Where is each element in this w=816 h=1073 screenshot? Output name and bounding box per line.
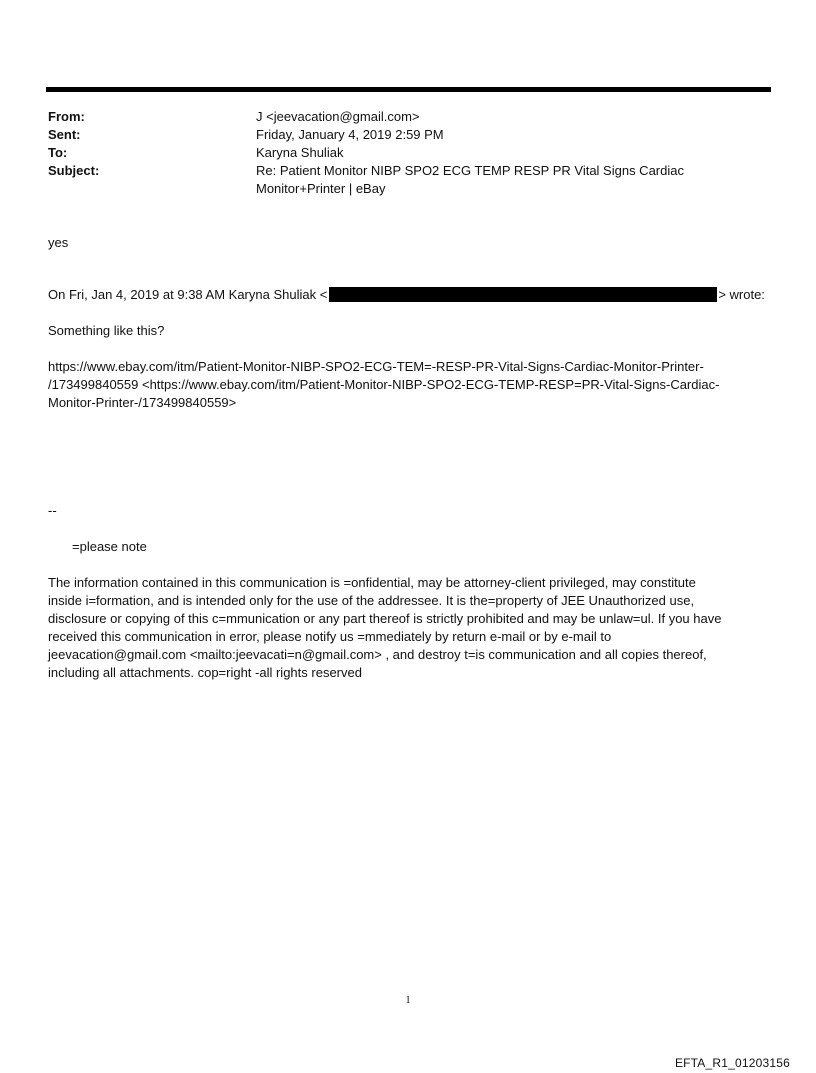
- sent-value: Friday, January 4, 2019 2:59 PM: [256, 127, 444, 142]
- header-rule: [46, 87, 771, 92]
- ebay-link-text: https://www.ebay.com/itm/Patient-Monitor-NIBP-SPO2-ECG-TEM=-RESP-PR-Vital-Signs-Cardiac-Monitor-Printer- /173499840559 <https://www.ebay.com/itm/Patient-Monitor-NIBP-SPO2-ECG-TEMP-RESP=PR-Vital-Signs-Cardiac- Monitor-Printer-/173499840559>: [48, 359, 720, 410]
- reply-text: yes: [48, 235, 69, 250]
- redaction-bar: [329, 287, 717, 302]
- quote-intro-line: [48, 286, 768, 304]
- sent-label: Sent:: [48, 127, 81, 142]
- subject-label: Subject:: [48, 163, 100, 178]
- from-value: J <jeevacation@gmail.com>: [256, 109, 420, 124]
- to-value: Karyna Shuliak: [256, 145, 344, 160]
- subject-row: [48, 162, 768, 198]
- to-row: [48, 144, 768, 162]
- to-label: To:: [48, 145, 68, 160]
- from-row: [48, 108, 768, 126]
- document-id: EFTA_R1_01203156: [674, 1056, 790, 1070]
- please-note-text: =please note: [72, 539, 147, 554]
- page-number: 1: [405, 994, 411, 1006]
- quote-intro-text: On Fri, Jan 4, 2019 at 9:38 AM Karyna Shuliak: [48, 287, 317, 302]
- quote-intro-end: > wrote:: [718, 287, 765, 302]
- from-label: From:: [48, 109, 85, 124]
- disclaimer-text: The information contained in this communication is =onfidential, may be attorney-client privileged, may constitute inside i=formation, and is intended only for the use of the addressee. It is the=property of JEE Unauthorized use, disclosure or copying of this c=mmunication or any part thereof is strictly prohibited and may be unlaw=ul. If you have received this communication in error, please notify us =mmediately by return e-mail or by e-mail to jeevacation@gmail.com <mailto:jeevacati=n@gmail.com> , and destroy t=is communication and all copies thereof, including all attachments. cop=right -all rights reserved: [48, 575, 722, 680]
- signature-dashes: --: [48, 503, 57, 518]
- subject-value: Re: Patient Monitor NIBP SPO2 ECG TEMP RESP PR Vital Signs Cardiac Monitor+Printer | eBay: [256, 163, 684, 196]
- sent-row: [48, 126, 768, 144]
- email-header: [48, 108, 768, 198]
- quote-intro-open: <: [319, 287, 328, 302]
- question-text: Something like this?: [48, 323, 165, 338]
